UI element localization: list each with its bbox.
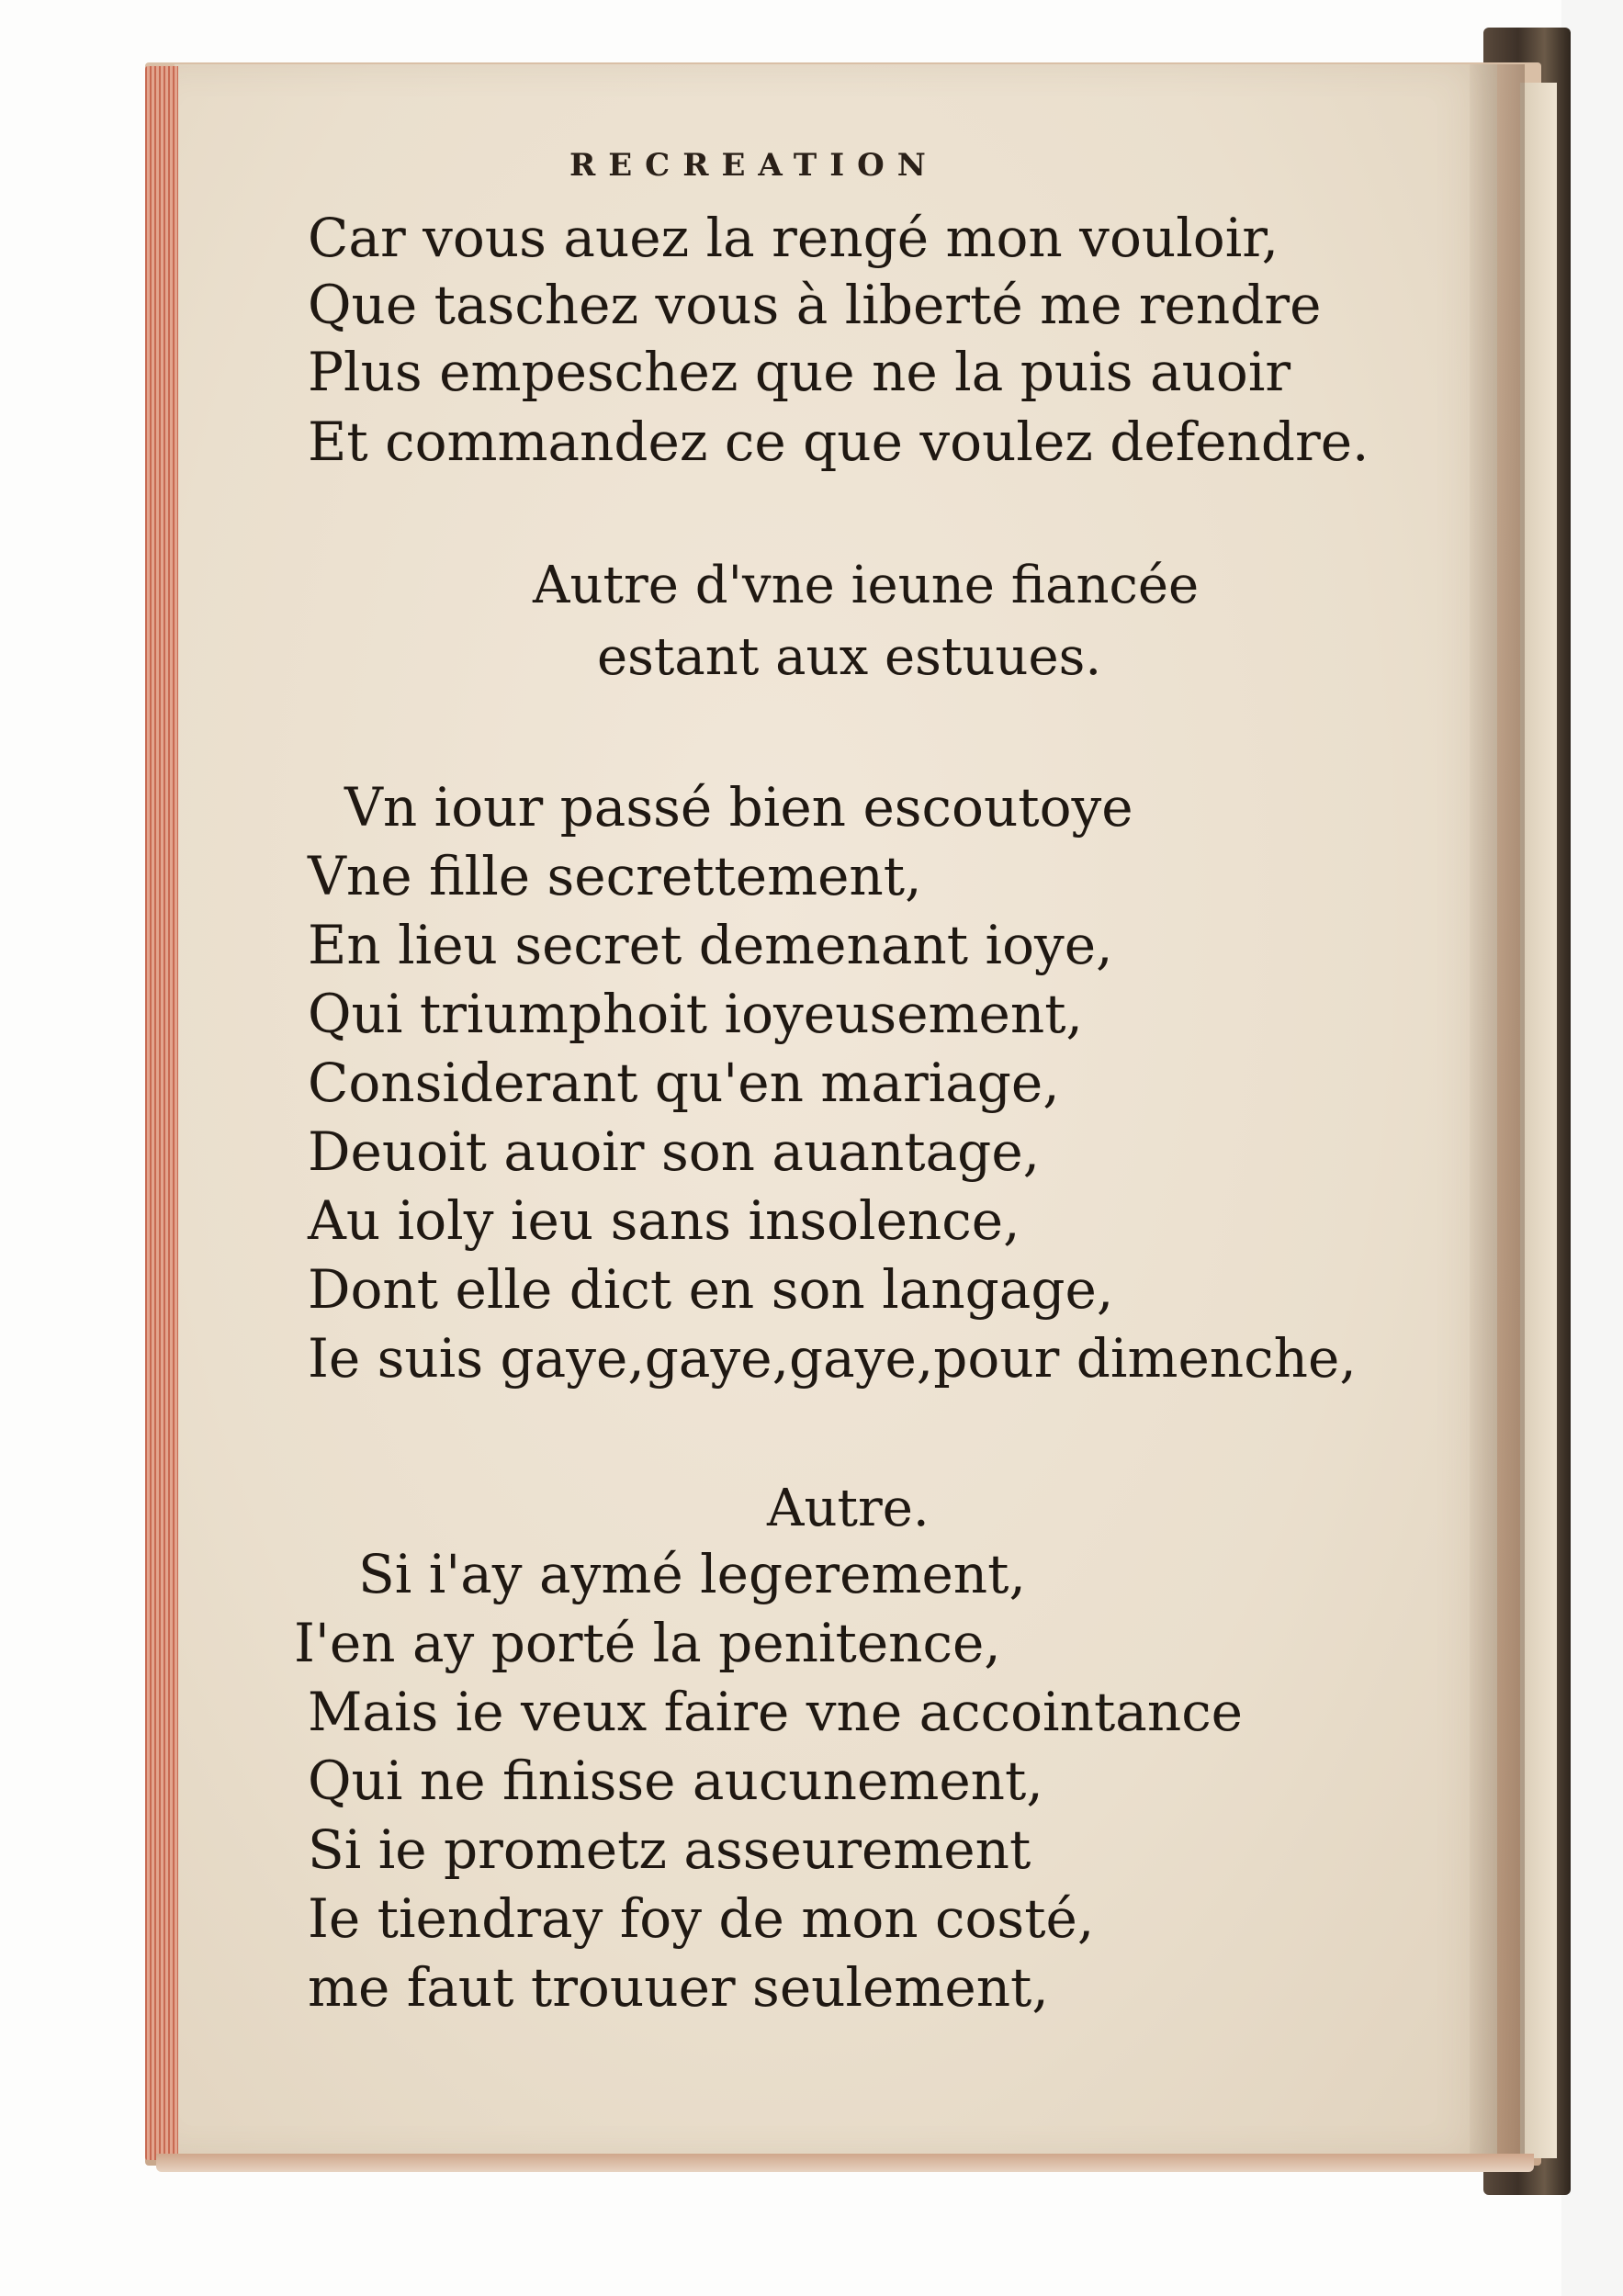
section2-line-6: Deuoit auoir son auantage, [308, 1120, 1041, 1183]
stanza1-line-3: Plus empeschez que ne la puis auoir [308, 341, 1291, 403]
stanza1-line-1: Car vous auez la rengé mon vouloir, [308, 207, 1279, 269]
section3-line-4: Qui ne finisse aucunement, [308, 1750, 1043, 1812]
section2-line-1: Vn iour passé bien escoutoye [344, 776, 1133, 838]
section2-line-4: Qui triumphoit ioyeusement, [308, 983, 1083, 1045]
running-head: RECREATION [569, 147, 939, 184]
section3-line-2: I'en ay porté la penitence, [294, 1612, 1001, 1674]
section3-line-1: Si i'ay aymé legerement, [358, 1543, 1026, 1605]
stanza1-line-4: Et commandez ce que voulez defendre. [308, 411, 1369, 473]
section3-line-5: Si ie prometz asseurement [308, 1818, 1031, 1881]
section3-line-3: Mais ie veux faire vne accointance [308, 1681, 1244, 1743]
section3-line-6: Ie tiendray foy de mon costé, [308, 1887, 1095, 1950]
section3-line-7: me faut trouuer seulement, [308, 1956, 1049, 2019]
section2-line-9: Ie suis gaye,gaye,gaye,pour dimenche, [308, 1327, 1357, 1390]
section2-heading-line-2: estant aux estuues. [597, 627, 1102, 687]
section2-line-3: En lieu secret demenant ioye, [308, 914, 1113, 976]
section2-line-7: Au ioly ieu sans insolence, [308, 1189, 1020, 1252]
section2-heading-line-1: Autre d'vne ieune fiancée [533, 556, 1200, 615]
section2-line-2: Vne fille secrettement, [308, 845, 922, 907]
stanza1-line-2: Que taschez vous à liberté me rendre [308, 274, 1322, 336]
section2-line-8: Dont elle dict en son langage, [308, 1258, 1114, 1321]
section3-heading: Autre. [767, 1479, 930, 1538]
section2-line-5: Considerant qu'en mariage, [308, 1052, 1060, 1114]
